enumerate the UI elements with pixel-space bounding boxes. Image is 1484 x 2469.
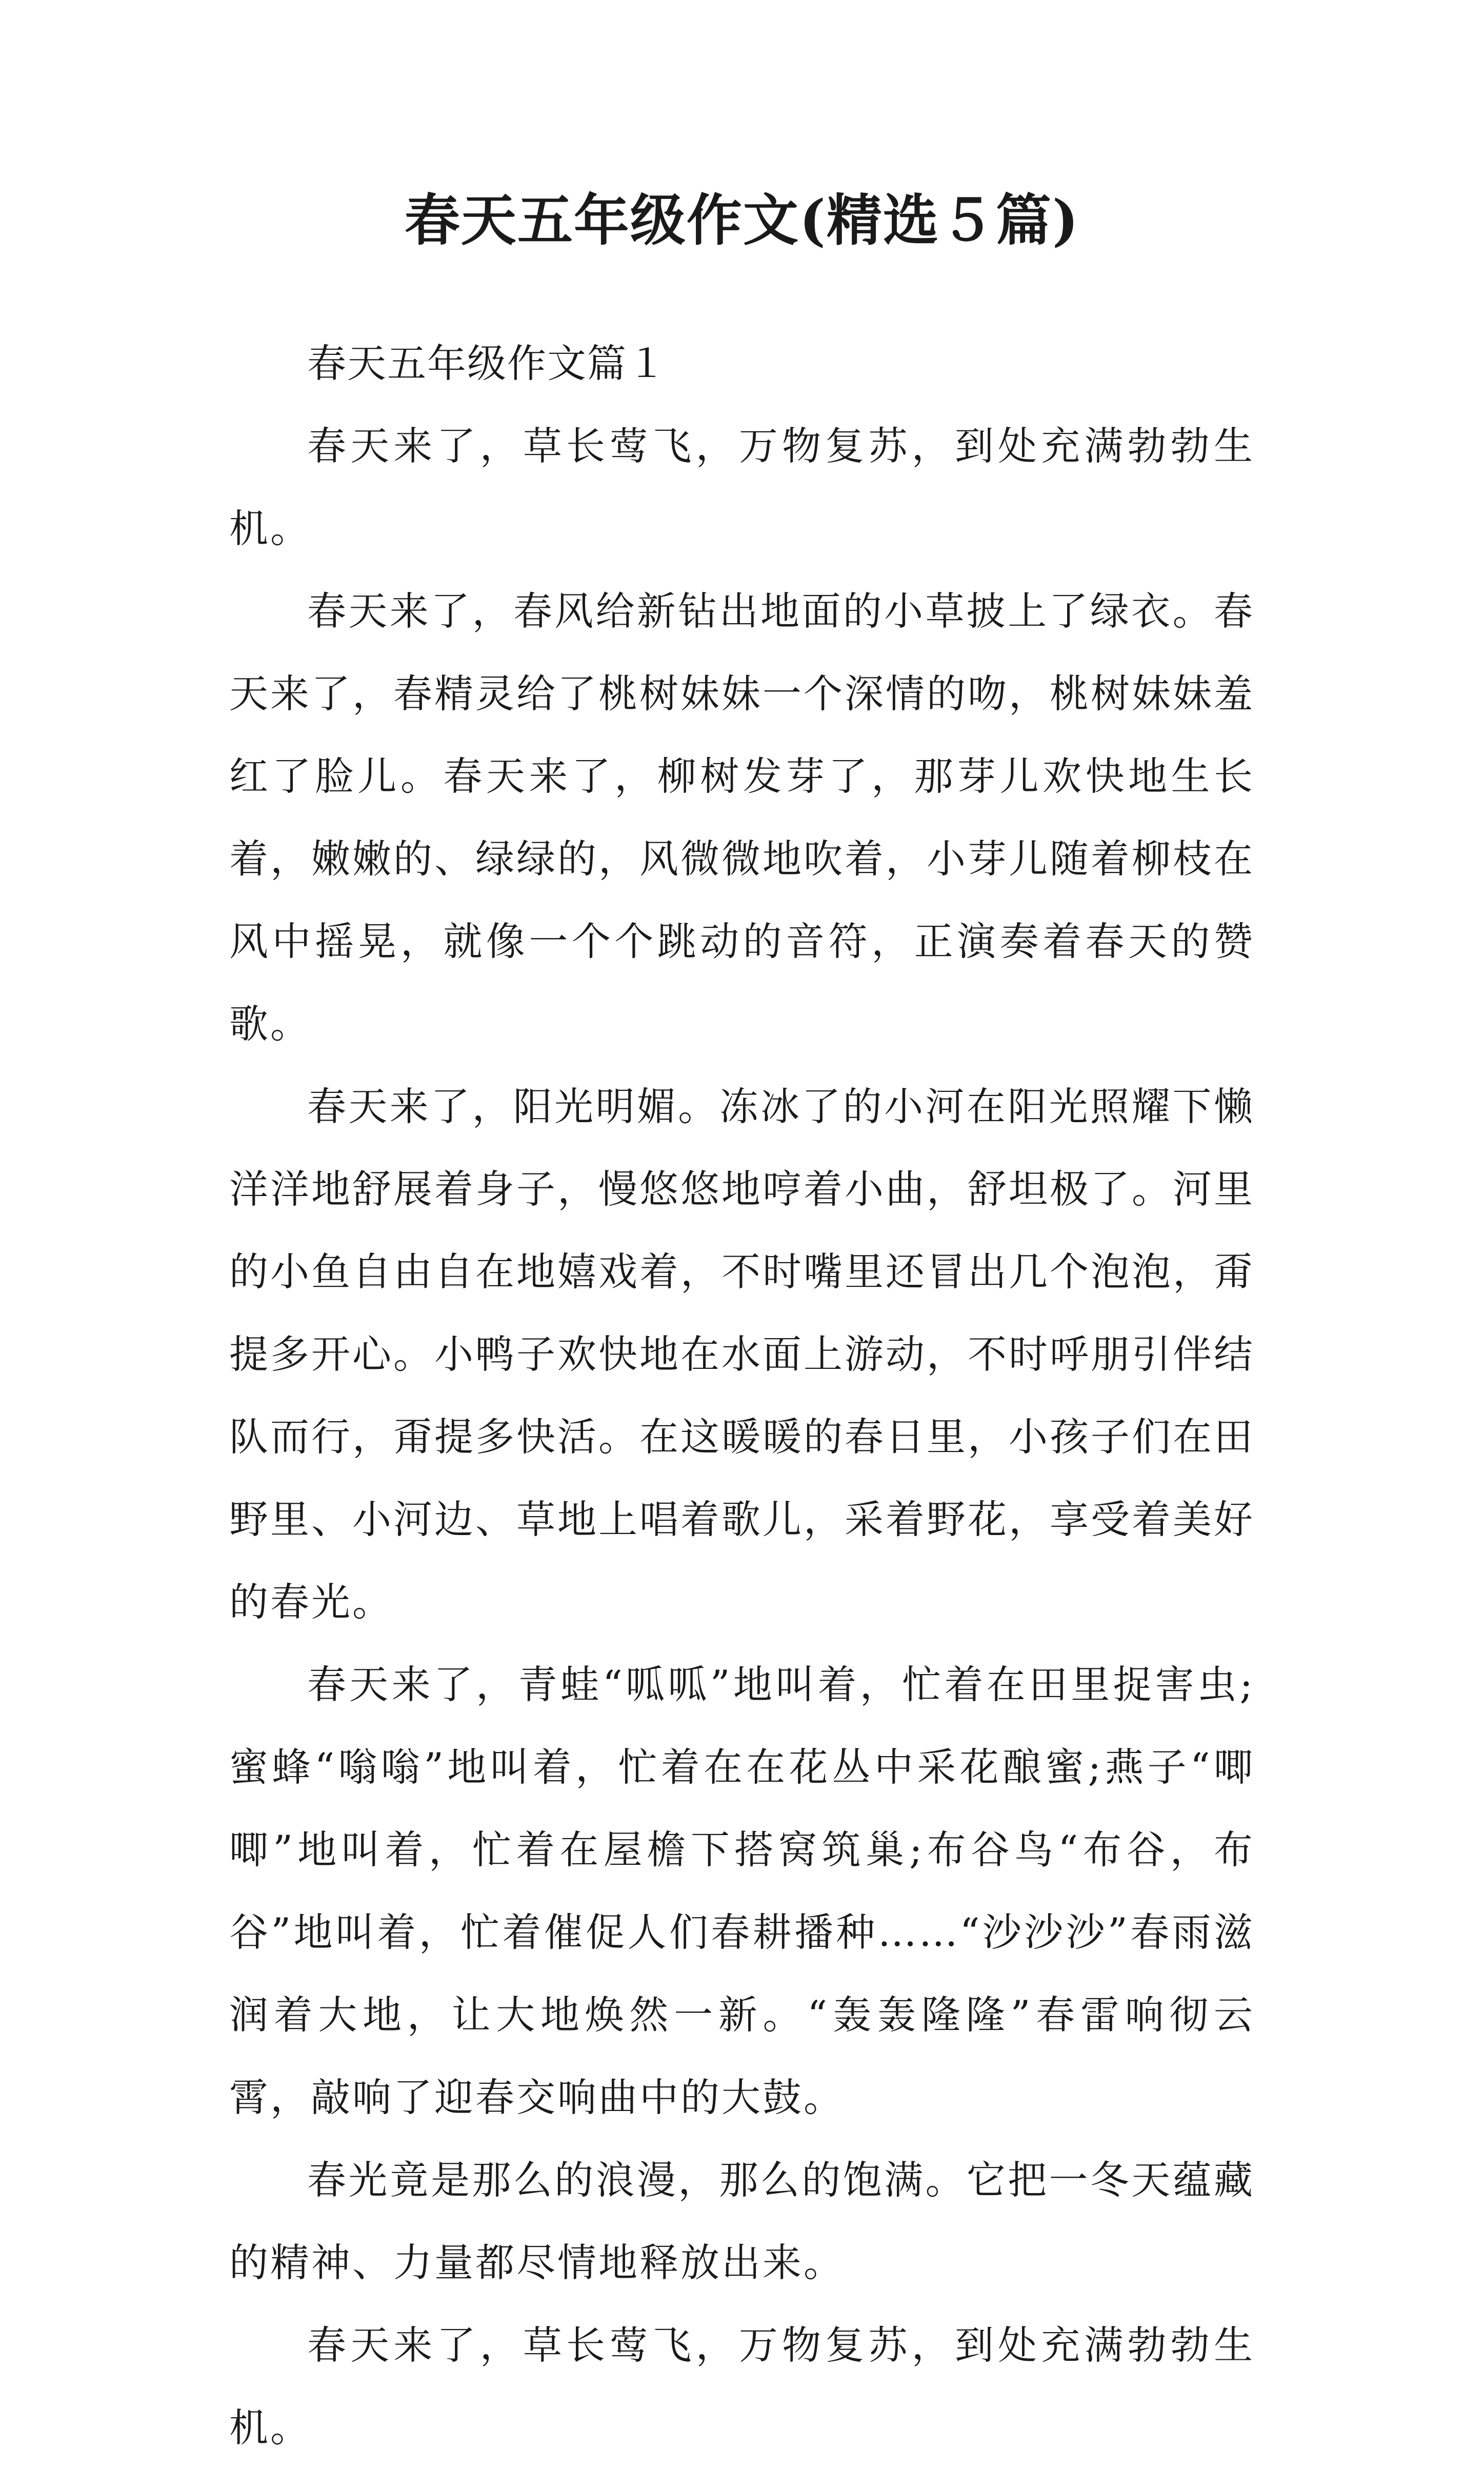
- paragraph: 春天来了，草长莺飞，万物复苏，到处充满勃勃生机。: [229, 2322, 1255, 2451]
- paragraph: 春天来了，青蛙“呱呱”地叫着，忙着在田里捉害虫;蜜蜂“嗡嗡”地叫着，忙着在在花丛中采花酿蜜;燕子“唧唧”地叫着，忙着在屋檐下搭窝筑巢;布谷鸟“布谷，布谷”地叫着，忙着催促人们春耕播种……“沙沙沙”春雨滋润着大地，让大地焕然一新。“轰轰隆隆”春雷响彻云霄，敲响了迎春交响曲中的大鼓。: [229, 1662, 1255, 2120]
- paragraph: 春天来了，春风给新钻出地面的小草披上了绿衣。春天来了，春精灵给了桃树妹妹一个深情的吻，桃树妹妹羞红了脸儿。春天来了，柳树发芽了，那芽儿欢快地生长着，嫩嫩的、绿绿的，风微微地吹着，小芽儿随着柳枝在风中摇晃，就像一个个跳动的音符，正演奏着春天的赞歌。: [229, 588, 1255, 1047]
- paragraph: 春光竟是那么的浪漫，那么的饱满。它把一冬天蕴藏的精神、力量都尽情地释放出来。: [229, 2157, 1255, 2285]
- document-body: [229, 322, 1255, 2469]
- document-title: 春天五年级作文(精选５篇): [404, 188, 1080, 253]
- paragraph: 春天来了，阳光明媚。冻冰了的小河在阳光照耀下懒洋洋地舒展着身子，慢悠悠地哼着小曲，舒坦极了。河里的小鱼自由自在地嬉戏着，不时嘴里还冒出几个泡泡，甭提多开心。小鸭子欢快地在水面上游动，不时呼朋引伴结队而行，甭提多快活。在这暖暖的春日里，小孩子们在田野里、小河边、草地上唱着歌儿，采着野花，享受着美好的春光。: [229, 1084, 1255, 1625]
- paragraph: 春天来了，草长莺飞，万物复苏，到处充满勃勃生机。: [229, 423, 1255, 551]
- section-heading: 春天五年级作文篇１: [307, 341, 667, 386]
